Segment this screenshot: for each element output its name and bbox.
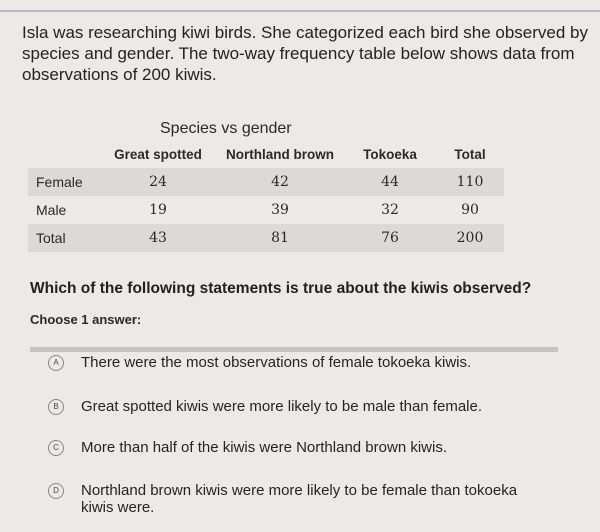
table-title: Species vs gender bbox=[160, 120, 292, 137]
option-text-c: More than half of the kiwis were Northland brown kiwis. bbox=[81, 439, 447, 456]
cell-female-northland-brown: 42 bbox=[216, 168, 344, 196]
cell-total-tokoeka: 76 bbox=[344, 224, 436, 252]
cell-total-great-spotted: 43 bbox=[100, 224, 216, 252]
column-header-tokoeka: Tokoeka bbox=[363, 146, 417, 162]
cell-total-northland-brown: 81 bbox=[216, 224, 344, 252]
column-header-total: Total bbox=[454, 146, 486, 162]
column-header-great-spotted: Great spotted bbox=[114, 146, 202, 162]
cell-male-tokoeka: 32 bbox=[344, 196, 436, 224]
option-letter-a-icon: A bbox=[48, 355, 64, 371]
cell-female-tokoeka: 44 bbox=[344, 168, 436, 196]
option-text-b: Great spotted kiwis were more likely to be male than female. bbox=[81, 398, 483, 415]
table-row-female bbox=[28, 168, 504, 196]
table-header-row bbox=[28, 140, 504, 168]
option-text-a: There were the most observations of female tokoeka kiwis. bbox=[81, 354, 472, 371]
answer-option-d[interactable] bbox=[48, 482, 551, 516]
table-row-total bbox=[28, 224, 504, 252]
cell-female-total: 110 bbox=[436, 168, 504, 196]
option-letter-b-icon: B bbox=[48, 399, 64, 415]
answer-option-b[interactable] bbox=[48, 398, 551, 415]
cell-female-great-spotted: 24 bbox=[100, 168, 216, 196]
row-header-male: Male bbox=[28, 196, 100, 224]
option-text-d: Northland brown kiwis were more likely to be female than tokoeka kiwis were. bbox=[81, 482, 518, 516]
table-corner-header bbox=[28, 140, 100, 168]
cell-male-great-spotted: 19 bbox=[100, 196, 216, 224]
row-header-total: Total bbox=[28, 224, 100, 252]
cell-male-total: 90 bbox=[436, 196, 504, 224]
answer-option-a[interactable] bbox=[48, 354, 551, 371]
option-letter-d-icon: D bbox=[48, 483, 64, 499]
answer-divider bbox=[30, 347, 558, 352]
question-text: Which of the following statements is true about the kiwis observed? bbox=[30, 280, 532, 297]
cell-grand-total: 200 bbox=[436, 224, 504, 252]
row-header-female: Female bbox=[28, 168, 100, 196]
option-letter-c-icon: C bbox=[48, 440, 64, 456]
frequency-table bbox=[28, 140, 504, 252]
problem-intro: Isla was researching kiwi birds. She categorized each bird she observed by species and gender. The two-way frequency table below shows data from observations of 200 kiwis. bbox=[22, 23, 589, 84]
table-row-male bbox=[28, 196, 504, 224]
top-divider bbox=[0, 10, 600, 12]
column-header-northland-brown: Northland brown bbox=[226, 146, 334, 162]
answer-option-c[interactable] bbox=[48, 439, 551, 456]
cell-male-northland-brown: 39 bbox=[216, 196, 344, 224]
choose-label: Choose 1 answer: bbox=[30, 312, 142, 327]
